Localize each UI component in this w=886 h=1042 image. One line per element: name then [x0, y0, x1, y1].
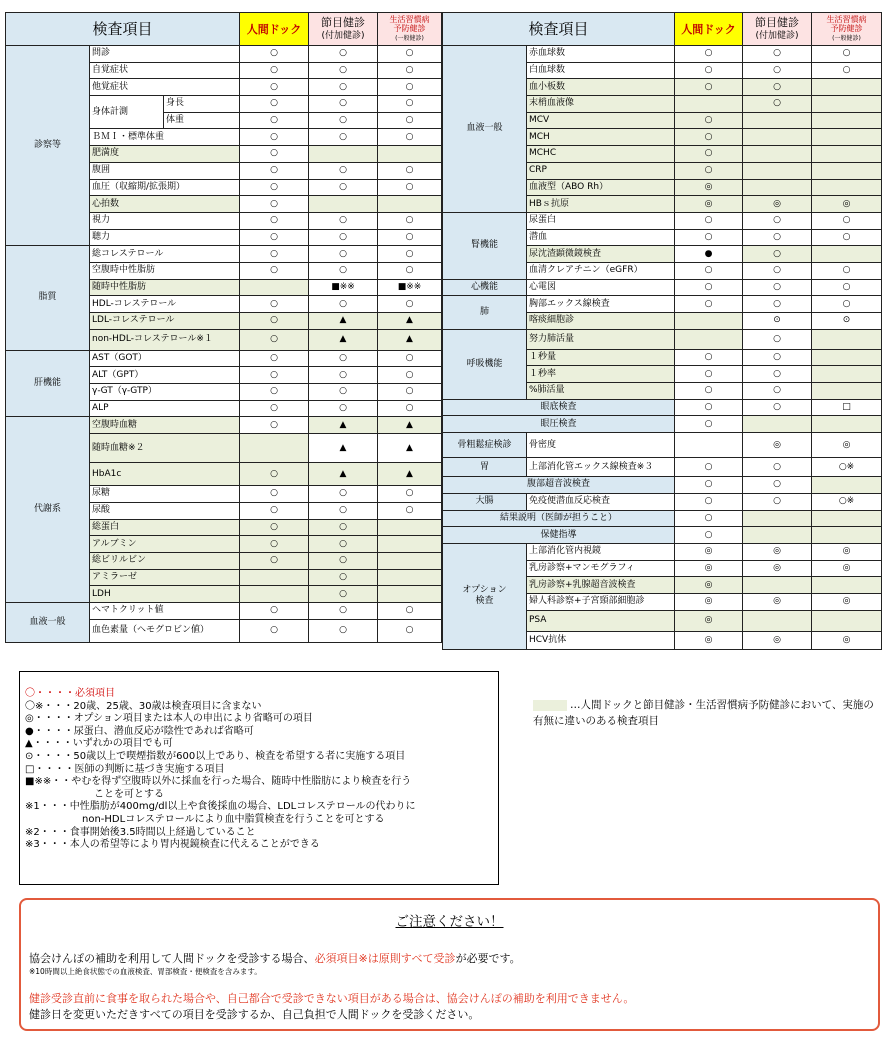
- table-row: 結果説明（医師が担うこと） ○: [443, 510, 882, 527]
- legend-line: 〇・・・・必須項目: [25, 688, 115, 699]
- category-taisha: 代謝系: [6, 417, 90, 603]
- table-row: 身体計測 身長 ○ ○ ○: [6, 96, 442, 113]
- category-shin: 心機能: [443, 279, 527, 296]
- table-row: 総蛋白 ○ ○: [6, 519, 442, 536]
- header-dock: 人間ドック: [240, 13, 309, 46]
- table-row: 胃 上部消化管エックス線検査※３ ○ ○ ○※: [443, 458, 882, 477]
- table-row: ALP ○ ○ ○: [6, 400, 442, 417]
- table-row: LDL-コレステロール ○ ▲ ▲: [6, 313, 442, 330]
- category-daicho: 大腸: [443, 493, 527, 510]
- legend-line: ■※※・・やむを得ず空腹時以外に採血を行った場合、随時中性脂肪により検査を行う: [25, 776, 412, 788]
- table-row: オプション 検査 上部消化管内視鏡 ◎ ◎ ◎: [443, 543, 882, 560]
- header-seikatsu-right: 生活習慣病 予防健診 (一般健診): [812, 13, 882, 46]
- table-row: 肥満度 ○: [6, 146, 442, 163]
- header-fushime: 節目健診 (付加健診): [309, 13, 378, 46]
- right-exam-table: [442, 12, 882, 650]
- category-ketsueki-right: 血液一般: [443, 46, 527, 213]
- table-row: 白血球数 ○ ○ ○: [443, 62, 882, 79]
- table-row: 血液一般 ヘマトクリット値 ○ ○ ○: [6, 602, 442, 619]
- table-row: MCH ○: [443, 129, 882, 146]
- category-ketsueki-left: 血液一般: [6, 602, 90, 642]
- category-shinsatsu: 診察等: [6, 46, 90, 246]
- table-row: 随時中性脂肪 ■※※ ■※※: [6, 279, 442, 296]
- warning-title: ご注意ください！: [395, 914, 504, 930]
- legend-line: ※1・・・中性脂肪が400mg/dl以上や食後採血の場合、LDLコレステロールの代わりに: [25, 801, 416, 813]
- table-row: 肝機能 AST（GOT） ○ ○ ○: [6, 350, 442, 367]
- table-row: 脂質 総コレステロール ○ ○ ○: [6, 246, 442, 263]
- table-row: 血小板数 ○ ○: [443, 79, 882, 96]
- category-kokyu: 呼吸機能: [443, 329, 527, 399]
- table-row: 他覚症状 ○ ○ ○: [6, 79, 442, 96]
- table-row: HDL-コレステロール ○ ○ ○: [6, 296, 442, 313]
- shintai-keisoku: 身体計測: [90, 96, 164, 129]
- table-row: 婦人科診察+子宮頸部細胞診 ◎ ◎ ◎: [443, 593, 882, 610]
- table-row: 総ビリルビン ○ ○: [6, 552, 442, 569]
- legend-line: ▲・・・・いずれかの項目でも可: [25, 738, 173, 750]
- color-note-text: …人間ドックと節目健診・生活習慣病予防健診において、実施の有無に違いのある検査項目: [533, 699, 874, 727]
- table-row: 潜血 ○ ○ ○: [443, 229, 882, 246]
- right-header-row: [443, 13, 882, 46]
- table-row: 心機能 心電図 ○ ○ ○: [443, 279, 882, 296]
- table-row: MCV ○: [443, 112, 882, 129]
- table-row: non-HDL-コレステロール※１ ○ ▲ ▲: [6, 329, 442, 350]
- table-row: 空腹時中性脂肪 ○ ○ ○: [6, 262, 442, 279]
- warning-line2: ※10時間以上絶食状態での血液検査、胃部検査・便検査を含みます。: [29, 967, 262, 976]
- warning-line1: 協会けんぽの補助を利用して人間ドックを受診する場合、必須項目※は原則すべて受診が必要です。: [29, 952, 521, 965]
- table-row: HbA1c ○ ▲ ▲: [6, 463, 442, 486]
- legend-line: ●・・・・尿蛋白、潜血反応が陰性であれば省略可: [25, 725, 254, 737]
- legend-line: non-HDLコレステロールにより血中脂質検査を行うことを可とする: [82, 813, 385, 825]
- legend-line: ※3・・・本人の希望等により胃内視鏡検査に代えることができる: [25, 839, 320, 851]
- table-row: 乳房診察+マンモグラフィ ◎ ◎ ◎: [443, 560, 882, 577]
- table-row: 視力 ○ ○ ○: [6, 212, 442, 229]
- color-swatch: [533, 700, 567, 711]
- table-row: γ-GT（γ-GTP） ○ ○ ○: [6, 384, 442, 401]
- warning-box: [19, 898, 880, 1031]
- table-row: 末梢血液像 ○: [443, 96, 882, 113]
- table-row: 喀痰細胞診 ⊙ ⊙: [443, 313, 882, 330]
- category-kanki: 肝機能: [6, 350, 90, 417]
- table-row: 血液一般 赤血球数 ○ ○ ○: [443, 46, 882, 63]
- header-item-right: 検査項目: [443, 13, 675, 46]
- table-row: 血清クレアチニン（eGFR） ○ ○ ○: [443, 262, 882, 279]
- legend-line: ※2・・・食事開始後3.5時間以上経過していること: [25, 826, 256, 838]
- table-row: 体重 ○ ○ ○: [6, 112, 442, 129]
- table-row: 腹囲 ○ ○ ○: [6, 162, 442, 179]
- table-row: CRP ○: [443, 162, 882, 179]
- legend-box: [19, 671, 499, 885]
- left-exam-table: [5, 12, 442, 643]
- table-row: HCV抗体 ◎ ◎ ◎: [443, 631, 882, 649]
- legend-line: ◎・・・・オプション項目または本人の申出により省略可の項目: [25, 713, 313, 725]
- category-hai: 肺: [443, 296, 527, 329]
- header-dock-right: 人間ドック: [675, 13, 743, 46]
- table-row: 眼圧検査 ○: [443, 416, 882, 433]
- table-row: １秒量 ○ ○: [443, 349, 882, 366]
- gantei-kensa: 眼底検査: [443, 399, 675, 416]
- table-row: 血液型（ABO Rh） ◎: [443, 179, 882, 196]
- table-row: 心拍数 ○: [6, 196, 442, 213]
- table-row: PSA ◎: [443, 610, 882, 631]
- category-kotsu: 骨粗鬆症検診: [443, 433, 527, 458]
- table-row: アルブミン ○ ○: [6, 536, 442, 553]
- table-row: 骨粗鬆症検診 骨密度 ◎ ◎: [443, 433, 882, 458]
- table-row: 診察等 問診 ○ ○ ○: [6, 46, 442, 63]
- table-row: １秒率 ○ ○: [443, 366, 882, 383]
- table-row: %肺活量 ○ ○: [443, 383, 882, 400]
- legend-line: □・・・・医師の判断に基づき実施する項目: [25, 763, 225, 775]
- header-seikatsu: 生活習慣病 予防健診 (一般健診): [378, 13, 442, 46]
- table-row: 自覚症状 ○ ○ ○: [6, 62, 442, 79]
- header-item: 検査項目: [6, 13, 240, 46]
- table-row: LDH ○: [6, 586, 442, 603]
- ganatsu-kensa: 眼圧検査: [443, 416, 675, 433]
- table-row: ＢＭＩ・標準体重 ○ ○ ○: [6, 129, 442, 146]
- table-row: 大腸 免疫便潜血反応検査 ○ ○ ○※: [443, 493, 882, 510]
- category-i: 胃: [443, 458, 527, 477]
- left-header-row: [6, 13, 442, 46]
- table-row: 保健指導 ○: [443, 527, 882, 544]
- table-row: MCHC ○: [443, 146, 882, 163]
- table-row: 聴力 ○ ○ ○: [6, 229, 442, 246]
- color-note: [533, 697, 878, 729]
- table-row: 乳房診察+乳腺超音波検査 ◎: [443, 577, 882, 594]
- table-row: 血圧（収縮期/拡張期） ○ ○ ○: [6, 179, 442, 196]
- table-row: 腎機能 尿蛋白 ○ ○ ○: [443, 212, 882, 229]
- table-row: 尿糖 ○ ○ ○: [6, 486, 442, 503]
- legend-line: ことを可とする: [94, 788, 164, 800]
- table-row: 腹部超音波検査 ○ ○: [443, 477, 882, 494]
- table-row: 代謝系 空腹時血糖 ○ ▲ ▲: [6, 417, 442, 434]
- fukubu-kensa: 腹部超音波検査: [443, 477, 675, 494]
- table-row: 尿酸 ○ ○ ○: [6, 502, 442, 519]
- header-fushime-right: 節目健診 (付加健診): [743, 13, 812, 46]
- legend-line: ⊙・・・・50歳以上で喫煙指数が600以上であり、検査を希望する者に実施する項目: [25, 750, 406, 762]
- table-row: 眼底検査 ○ ○ □: [443, 399, 882, 416]
- table-row: 血色素量（ヘモグロビン値） ○ ○ ○: [6, 619, 442, 642]
- warning-line4: 健診日を変更いただきすべての項目を受診するか、自己負担で人間ドックを受診ください。: [29, 1008, 480, 1021]
- table-row: 肺 胸部エックス線検査 ○ ○ ○: [443, 296, 882, 313]
- warning-line3: 健診受診直前に食事を取られた場合や、自己都合で受診できない項目がある場合は、協会けんぽの補助を利用できません。: [29, 992, 635, 1005]
- hoken-shido: 保健指導: [443, 527, 675, 544]
- kekka-setsumei: 結果説明（医師が担うこと）: [443, 510, 675, 527]
- legend-line: 〇※・・・20歳、25歳、30歳は検査項目に含まない: [25, 700, 262, 712]
- table-row: 呼吸機能 努力肺活量 ○: [443, 329, 882, 349]
- category-option: オプション 検査: [443, 543, 527, 649]
- table-row: ALT（GPT） ○ ○ ○: [6, 367, 442, 384]
- table-row: HBｓ抗原 ◎ ◎ ◎: [443, 196, 882, 213]
- table-row: 随時血糖※２ ▲ ▲: [6, 434, 442, 463]
- table-row: 尿沈渣顕微鏡検査 ● ○: [443, 246, 882, 263]
- table-row: アミラーゼ ○: [6, 569, 442, 586]
- category-shishitsu: 脂質: [6, 246, 90, 350]
- category-jin: 腎機能: [443, 212, 527, 279]
